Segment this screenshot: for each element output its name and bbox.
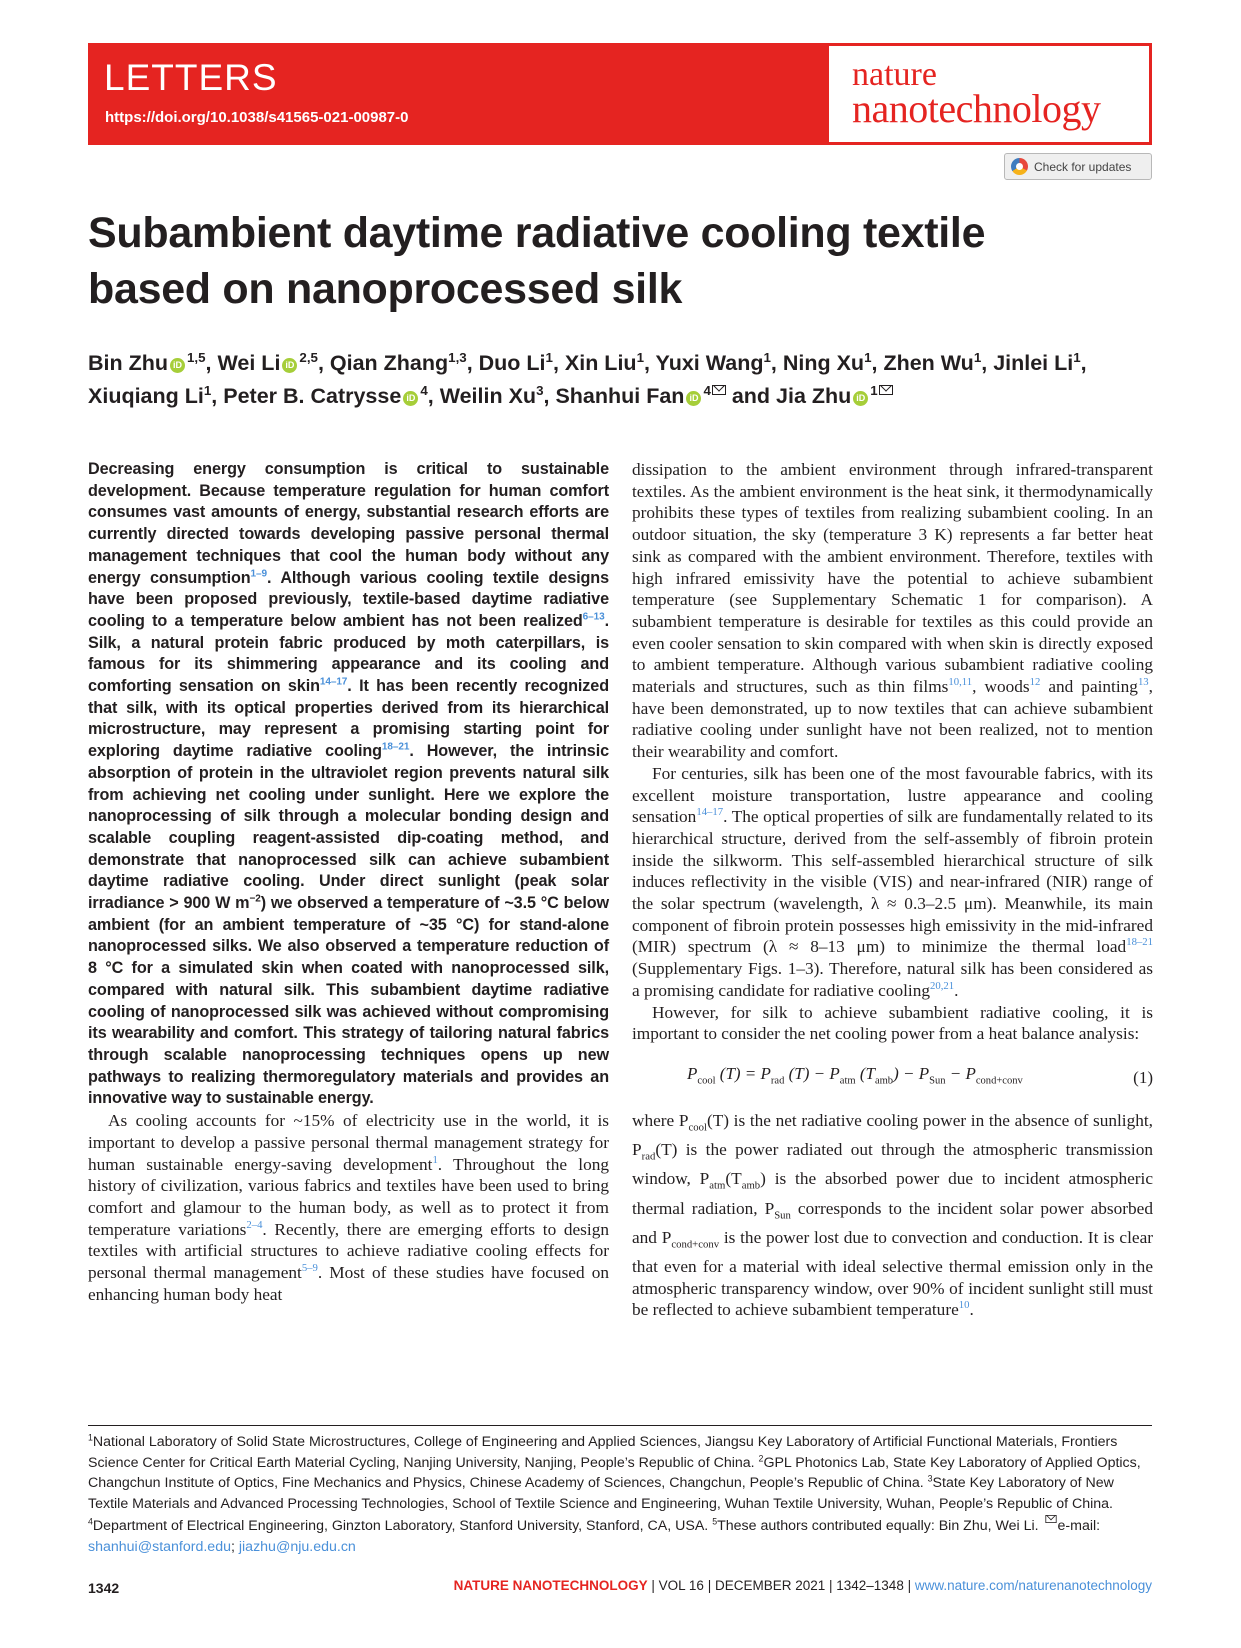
author-name: Ning Xu [782, 351, 865, 375]
orcid-icon[interactable]: iD [403, 391, 418, 406]
text-run: GPL Photonics Lab, State Key Laboratory of Applied Optics, Changchun Institute of Optics, Fine Mechanics and Physics, Chinese Academy of Sciences, Changchun, People’s Republic of China. [88, 1454, 1141, 1492]
superscript: 1 [88, 1432, 93, 1443]
affiliation-marker: 1,5 [187, 349, 206, 365]
author-separator: , [543, 384, 556, 408]
left-column [88, 459, 609, 1305]
subscript: atm [709, 1179, 726, 1192]
author-name: Xiuqiang Li [88, 384, 204, 408]
text-run: P [687, 1063, 698, 1083]
affiliation-marker: 4 [703, 382, 711, 398]
author[interactable] [555, 384, 725, 408]
text-run: National Laboratory of Solid State Microstructures, College of Engineering and Applied Sciences, Jiangsu Key Laboratory of Artificial Functional Materials, Frontiers Science Center for Critical Earth Material Cycling, Nanjing University, Nanjing, People’s Republic of China. [88, 1434, 1118, 1471]
subscript: rad [641, 1150, 656, 1163]
body-paragraph-1 [632, 459, 1153, 763]
text-run: e-mail: [1057, 1518, 1101, 1535]
body-paragraph-4 [632, 1110, 1153, 1321]
subscript: cool [697, 1075, 716, 1087]
author-name: Wei Li [217, 351, 281, 375]
author-separator: , [770, 351, 783, 375]
text-run: However, for silk to achieve subambient radiative cooling, it is important to consider the net cooling power from a heat balance analysis: [632, 1002, 1153, 1044]
page-number: 1342 [88, 1580, 120, 1596]
envelope-icon[interactable] [712, 385, 726, 395]
citation-ref[interactable]: 6–13 [582, 611, 605, 623]
subscript: cond+conv [975, 1075, 1023, 1087]
text-run: . However, the intrinsic absorption of protein in the ultraviolet region prevents natural silk from achieving net cooling under sunlight. Here we explore the nanoprocessing of silk through a molecular bonding design and scalable coupling reagent-assisted dip-coating method, and demonstrate that nanoprocessed silk can achieve subambient daytime radiative cooling. Under direct sunlight (peak solar irradiance > 900 W m [88, 742, 610, 913]
text-run: − P [945, 1063, 976, 1083]
affiliation-marker: 1,3 [448, 349, 467, 365]
envelope-icon [1045, 1515, 1056, 1523]
citation-ref[interactable]: 14–17 [696, 806, 724, 819]
equation-1 [632, 1063, 1153, 1092]
text-run: . Most of these studies have focused on enhancing human body heat [88, 1263, 609, 1304]
subscript: cool [688, 1121, 707, 1134]
footer-issue: | VOL 16 | DECEMBER 2021 | 1342–1348 | [647, 1578, 915, 1593]
text-run: (T) = P [715, 1063, 771, 1083]
text-run: These authors contributed equally: Bin Zhu, Wei Li. [717, 1518, 1043, 1535]
footnote-rule [88, 1425, 1152, 1426]
citation-ref[interactable]: 18–21 [1126, 936, 1153, 949]
superscript: −2 [249, 893, 261, 905]
superscript: 3 [927, 1473, 933, 1484]
text-run: (T [855, 1063, 875, 1083]
author-separator: , [981, 351, 994, 375]
author-name: Weilin Xu [439, 384, 537, 408]
check-for-updates-button[interactable] [1004, 153, 1152, 180]
check-for-updates-label: Check for updates [1034, 159, 1132, 174]
text-run: (T) is the power radiated out through the atmospheric transmission window, P [632, 1140, 1153, 1189]
citation-ref[interactable]: 20,21 [930, 980, 955, 993]
journal-banner [88, 43, 1152, 145]
orcid-icon[interactable]: iD [282, 358, 297, 373]
author[interactable] [565, 351, 644, 375]
author[interactable] [223, 384, 428, 408]
author-separator: , [427, 384, 440, 408]
orcid-icon[interactable]: iD [170, 358, 185, 373]
author[interactable] [330, 351, 467, 375]
journal-footer [454, 1578, 1152, 1593]
email-link[interactable]: jiazhu@nju.edu.cn [238, 1538, 356, 1555]
author[interactable] [218, 351, 318, 375]
author-separator: , [643, 351, 656, 375]
text-run: ) − P [893, 1063, 930, 1083]
body-paragraph-3 [632, 1002, 1153, 1045]
text-run: is the power lost due to convection and conduction. It is clear that even for a material with ideal selective thermal emission only in the atmospheric transparency window, over 90% of incident sunlight still must be reflected to achieve subambient temperature [632, 1227, 1153, 1320]
subscript: rad [770, 1075, 785, 1087]
text-run: . Although various cooling textile designs have been proposed previously, textile-based daytime radiative cooling to a temperature below ambient has not been realized [88, 568, 609, 630]
author-separator: , [871, 351, 884, 375]
subscript: amb [741, 1179, 761, 1192]
subscript: Sun [774, 1209, 791, 1221]
author-name: Peter B. Catrysse [223, 384, 402, 408]
text-run: . Throughout the long history of civilization, various fabrics and textiles have been used to bring comfort and glamour to the human body, as well as to protect it from temperature variations [88, 1154, 610, 1239]
author-separator: , [205, 351, 218, 375]
crossmark-icon [1011, 158, 1028, 175]
orcid-icon[interactable]: iD [686, 391, 701, 406]
author-name: Bin Zhu [88, 351, 169, 375]
text-run: . [954, 980, 959, 1000]
author[interactable] [479, 351, 553, 375]
affiliation-marker: 1 [973, 349, 982, 365]
text-run: As cooling accounts for ~15% of electricity use in the world, it is important to develop a passive personal thermal management strategy for human sustainable energy-saving development [88, 1111, 609, 1174]
footer-journal-name: NATURE NANOTECHNOLOGY [453, 1578, 648, 1593]
citation-ref[interactable]: 12 [1029, 676, 1041, 689]
text-run: Department of Electrical Engineering, Ginzton Laboratory, Stanford University, Stanford, CA, USA. [92, 1518, 713, 1535]
affiliation-marker: 1 [636, 349, 644, 365]
text-run: ) we observed a temperature of ~3.5 °C below ambient (for an ambient temperature of ~35 °C) for stand-alone nanoprocessed silks. We also observed a temperature reduction of 8 °C for a simulated skin when coated with nanoprocessed silk, compared with natural silk. This subambient daytime radiative cooling of nanoprocessed silk was achieved without compromising its wearability and comfort. This strategy of tailoring natural fabrics through scalable nanoprocessing techniques opens up new pathways to realizing thermoregulatory materials and provides an innovative way to sustainable energy. [88, 894, 609, 1108]
journal-logo-line2: nanotechnology [852, 86, 1101, 131]
affiliation-marker: 1 [1073, 349, 1081, 365]
affiliation-marker: 1 [763, 349, 771, 365]
orcid-icon[interactable]: iD [853, 391, 868, 406]
text-run: ) is the absorbed power due to incident atmospheric thermal radiation, P [632, 1169, 1154, 1218]
affiliation-marker: 3 [536, 382, 544, 398]
author-name: Duo Li [478, 351, 546, 375]
author[interactable] [993, 351, 1080, 375]
text-run: Decreasing energy consumption is critical to sustainable development. Because temperature regulation for human comfort consumes vast amounts of energy, substantial research efforts are currently directed towards developing passive personal thermal management techniques that cool the human body without any energy consumption [88, 460, 609, 587]
author-name: Shanhui Fan [555, 384, 685, 408]
author-name: Xin Liu [564, 351, 637, 375]
author[interactable] [783, 351, 872, 375]
email-link[interactable]: shanhui@stanford.edu [88, 1538, 231, 1555]
affiliations [88, 1432, 1152, 1558]
affiliation-marker: 1 [203, 382, 212, 398]
subscript: cond+conv [671, 1238, 720, 1251]
affiliation-marker: 2,5 [299, 349, 318, 365]
text-run: , have been demonstrated, up to now textiles that can achieve subambient radiative cooling under sunlight have not been realized, not to mention their wearability and comfort. [632, 677, 1153, 762]
affiliation-marker: 4 [420, 382, 428, 398]
text-run: (T) is the net radiative cooling power in the absence of sunlight, P [632, 1111, 1153, 1160]
text-run: State Key Laboratory of New Textile Materials and Advanced Processing Technologies, School of Textile Science and Engineering, Wuhan Textile University, Wuhan, People’s Republic of China. [88, 1475, 1114, 1512]
text-run: . Recently, there are emerging efforts to design textiles with artificial structures to achieve radiative cooling effects for personal thermal management [88, 1219, 609, 1283]
text-run: For centuries, silk has been one of the most favourable fabrics, with its excellent moisture transportation, lustre appearance and cooling sensation [632, 763, 1153, 827]
author-name: Jia Zhu [776, 384, 852, 408]
text-run: . The optical properties of silk are fundamentally related to its hierarchical structure, derived from the self-assembly of fibroin protein inside the silkworm. This self-assembled hierarchical structure of silk induces reflectivity in the visible (VIS) and near-infrared (NIR) range of the solar spectrum (wavelength, λ ≈ 0.3–2.5 μm). Meanwhile, its main component of fibroin protein possesses high emissivity in the mid-infrared (MIR) spectrum (λ ≈ 8–13 μm) to minimize the thermal load [632, 807, 1153, 957]
author-name: Yuxi Wang [655, 351, 764, 375]
citation-ref[interactable]: 18–21 [381, 741, 410, 753]
affiliation-marker: 1 [864, 349, 872, 365]
subscript: amb [874, 1075, 894, 1087]
citation-ref[interactable]: 14–17 [319, 676, 348, 688]
equation-number: (1) [1133, 1067, 1153, 1087]
citation-ref[interactable]: 10,11 [948, 676, 973, 689]
doi-link[interactable]: https://doi.org/10.1038/s41565-021-00987-0 [105, 109, 409, 126]
text-run: corresponds to the incident solar power absorbed and P [632, 1198, 1153, 1247]
text-run: (T [725, 1169, 742, 1189]
author-separator: , [552, 351, 565, 375]
equation-body [632, 1063, 1023, 1092]
text-run: . [969, 1300, 974, 1320]
author-name: Zhen Wu [883, 351, 974, 375]
right-column [632, 459, 1153, 1321]
abstract [88, 459, 609, 1110]
author-separator: , [317, 351, 330, 375]
citation-ref[interactable]: 5–9 [301, 1262, 318, 1275]
author[interactable] [776, 384, 893, 408]
author[interactable] [440, 384, 544, 408]
citation-ref[interactable]: 2–4 [246, 1218, 263, 1231]
journal-logo-line1: nature [852, 56, 937, 93]
text-run: dissipation to the ambient environment through infrared-transparent textiles. As the ambient environment is the heat sink, it thermodynamically prohibits these types of textiles from realizing subambient cooling. In an outdoor situation, the sky (temperature 3 K) represents a far better heat sink as compared with the ambient environment. Therefore, textiles with high infrared emissivity have the potential to achieve subambient temperature (see Supplementary Schematic 1 for comparison). A subambient temperature is desirable for textiles as this could provide an even cooler sensation to skin compared with when skin is directly exposed to ambient temperature. Although various subambient radiative cooling materials and structures, such as thin films [632, 460, 1153, 697]
author-name: Qian Zhang [329, 351, 449, 375]
text-run: where P [632, 1111, 689, 1131]
author[interactable] [883, 351, 981, 375]
subscript: atm [839, 1075, 856, 1087]
author-separator: , [466, 351, 479, 375]
footer-url[interactable]: www.nature.com/naturenanotechnology [914, 1578, 1152, 1593]
text-run: (T) − P [784, 1063, 840, 1083]
affiliation-marker: 1 [870, 382, 878, 398]
citation-ref[interactable]: 10 [958, 1299, 970, 1312]
author-separator: , [1080, 351, 1087, 375]
text-run: . It has been recently recognized that silk, with its optical properties derived from its hierarchical microstructure, may represent a promising starting point for exploring daytime radiative cooling [88, 677, 609, 761]
author-name: Jinlei Li [993, 351, 1074, 375]
intro-paragraph [88, 1110, 609, 1305]
author-separator: and [725, 384, 777, 408]
author[interactable] [656, 351, 771, 375]
text-run: . Silk, a natural protein fabric produced by moth caterpillars, is famous for its shimmering appearance and its cooling and comforting sensation on skin [88, 611, 609, 696]
text-run: and painting [1040, 677, 1138, 697]
affiliation-marker: 1 [545, 349, 553, 365]
text-run: , woods [972, 677, 1030, 697]
citation-ref[interactable]: 1 [432, 1153, 438, 1166]
citation-ref[interactable]: 1–9 [250, 568, 267, 580]
envelope-icon[interactable] [879, 385, 893, 395]
citation-ref[interactable]: 13 [1137, 676, 1149, 689]
author-list [88, 347, 1158, 413]
body-paragraph-2 [632, 763, 1153, 1002]
journal-logo[interactable] [829, 46, 1149, 142]
subscript: Sun [929, 1075, 946, 1087]
superscript: 2 [758, 1452, 764, 1463]
text-run: (Supplementary Figs. 1–3). Therefore, natural silk has been considered as a promising candidate for radiative cooling [632, 959, 1153, 1000]
superscript: 5 [712, 1516, 718, 1527]
author-separator: , [211, 384, 224, 408]
author[interactable] [88, 384, 211, 408]
article-title: Subambient daytime radiative cooling textile based on nanoprocessed silk [88, 209, 986, 313]
text-run: ; [230, 1538, 239, 1555]
author[interactable] [88, 351, 206, 375]
section-label: LETTERS [104, 57, 278, 98]
superscript: 4 [88, 1516, 93, 1527]
